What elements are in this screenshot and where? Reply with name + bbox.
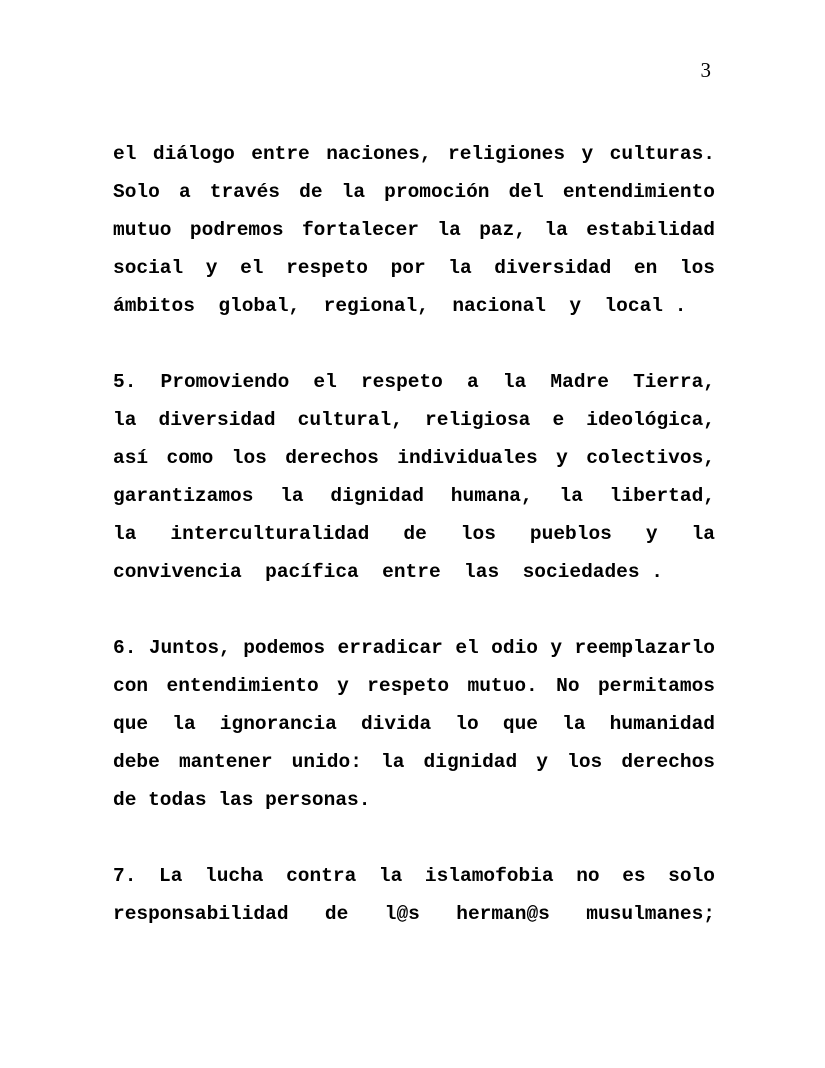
text-line: convivencia pacífica entre las sociedades . [113, 561, 663, 583]
text-line: responsabilidad de l@s herman@s musulmanes; [113, 903, 715, 925]
paragraph-6 [113, 629, 715, 819]
text-line: 5. Promoviendo el respeto a la Madre Tierra, [113, 371, 715, 393]
text-line: mutuo podremos fortalecer la paz, la estabilidad [113, 219, 715, 241]
text-line: debe mantener unido: la dignidad y los derechos [113, 751, 715, 773]
text-line: que la ignorancia divida lo que la humanidad [113, 713, 715, 735]
text-line: así como los derechos individuales y colectivos, [113, 447, 715, 469]
document-body [113, 135, 715, 971]
text-line: ámbitos global, regional, nacional y local . [113, 295, 687, 317]
text-line: garantizamos la dignidad humana, la libertad, [113, 485, 715, 507]
text-line: la interculturalidad de los pueblos y la [113, 523, 715, 545]
text-line: la diversidad cultural, religiosa e ideológica, [113, 409, 715, 431]
paragraph-1 [113, 135, 715, 325]
text-line: con entendimiento y respeto mutuo. No permitamos [113, 675, 715, 697]
paragraph-5 [113, 363, 715, 591]
text-line: el diálogo entre naciones, religiones y culturas. [113, 143, 715, 165]
text-line: Solo a través de la promoción del entendimiento [113, 181, 715, 203]
text-line: de todas las personas. [113, 789, 371, 811]
paragraph-7 [113, 857, 715, 933]
page-number: 3 [700, 58, 711, 82]
text-line: social y el respeto por la diversidad en los [113, 257, 715, 279]
text-line: 6. Juntos, podemos erradicar el odio y reemplazarlo [113, 637, 715, 659]
text-line: 7. La lucha contra la islamofobia no es solo [113, 865, 715, 887]
